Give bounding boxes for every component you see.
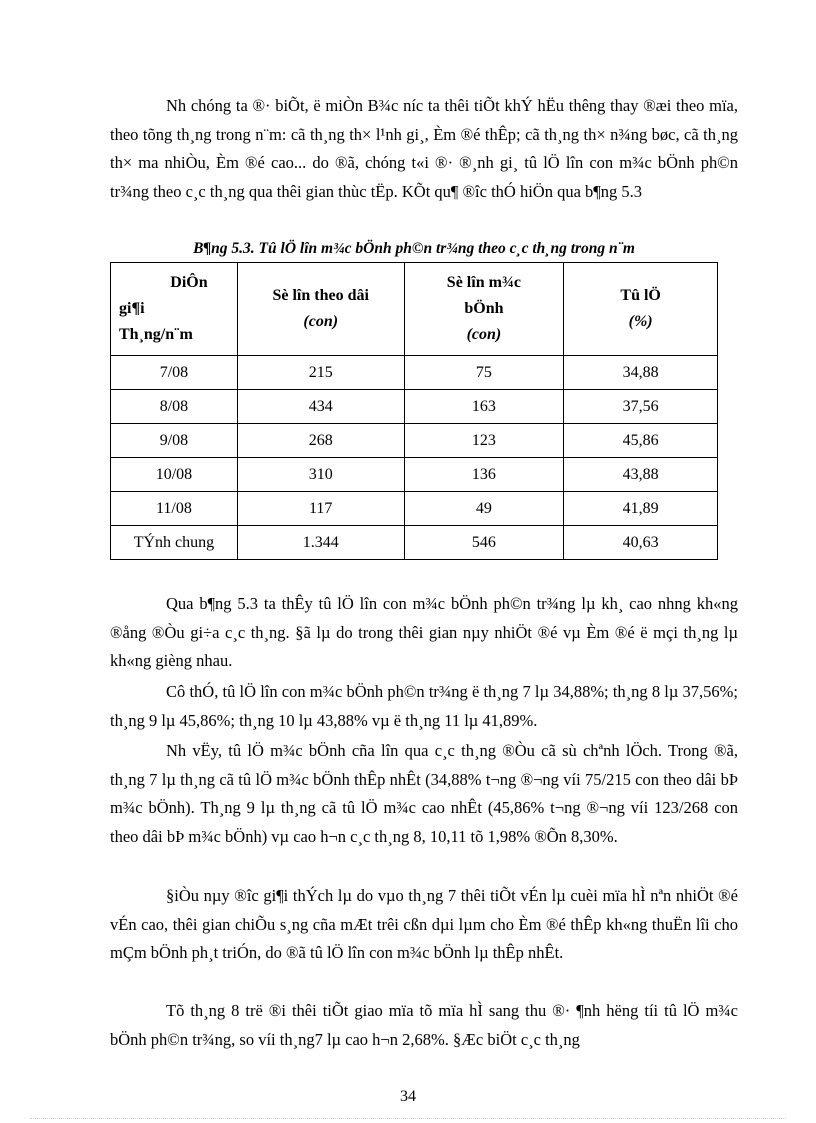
table-row (111, 424, 718, 458)
total-sick: 546 (404, 526, 564, 560)
cell-monitored: 434 (237, 390, 404, 424)
header-month-line3: Th¸ng/n¨m (119, 326, 193, 343)
cell-rate: 43,88 (564, 458, 718, 492)
cell-sick: 136 (404, 458, 564, 492)
cell-rate: 41,89 (564, 492, 718, 526)
cell-sick: 123 (404, 424, 564, 458)
cell-month: 8/08 (111, 390, 238, 424)
cell-month: 9/08 (111, 424, 238, 458)
cell-month: 11/08 (111, 492, 238, 526)
header-month-line2: gi¶i (119, 300, 145, 317)
table-row (111, 356, 718, 390)
paragraph-details: Cô thÓ, tû lÖ lîn con m¾c bÖnh ph©n tr¾ng ë th¸ng 7 lµ 34,88%; th¸ng 8 lµ 37,56%; th¸ng 9 lµ 45,86%; th¸ng 10 lµ 43,88% vµ ë th¸ng 11 lµ 41,89%. (110, 682, 738, 730)
total-label: TÝnh chung (111, 526, 238, 560)
table-row (111, 458, 718, 492)
header-sick-line3: (con) (466, 326, 502, 343)
paragraph-analysis: Qua b¶ng 5.3 ta thÊy tû lÖ lîn con m¾c bÖnh ph©n tr¾ng lµ kh¸ cao nhng kh«ng ®ång ®Òu gi÷a c¸c th¸ng. §ã lµ do trong thêi gian nµy nhiÖt ®é vµ Èm ®é ë mçi th¸ng lµ kh«ng gièng nhau. (110, 594, 738, 670)
total-rate: 40,63 (564, 526, 718, 560)
header-sick (404, 263, 564, 356)
table-total-row (111, 526, 718, 560)
table-caption: B¶ng 5.3. Tû lÖ lîn m¾c bÖnh ph©n tr¾ng theo c¸c th¸ng trong n¨m (193, 240, 635, 257)
header-sick-line1: Sè lîn m¾c (446, 274, 522, 291)
cell-month: 7/08 (111, 356, 238, 390)
header-month-line1: DiÔn (170, 274, 208, 291)
data-table (110, 262, 718, 560)
total-monitored: 1.344 (237, 526, 404, 560)
header-month (111, 263, 238, 356)
header-monitored-line1: Sè lîn theo dâi (272, 287, 369, 304)
cell-rate: 34,88 (564, 356, 718, 390)
cell-sick: 75 (404, 356, 564, 390)
cell-rate: 45,86 (564, 424, 718, 458)
table-row (111, 492, 718, 526)
paragraph-explanation: §iÒu nµy ®îc gi¶i thÝch lµ do vµo th¸ng 7 thêi tiÕt vÉn lµ cuèi mïa hÌ nªn nhiÖt ®é vÉn cao, thêi gian chiÕu s¸ng cña mÆt trêi cßn dµi lµm cho Èm ®é thÊp kh«ng thuËn lîi cho mÇm bÖnh ph¸t triÓn, do ®ã tû lÖ lîn con m¾c bÖnh lµ thÊp nhÊt. (110, 886, 738, 962)
table-header-row (111, 263, 718, 356)
cell-rate: 37,56 (564, 390, 718, 424)
paragraph-comparison: Nh vËy, tû lÖ m¾c bÖnh cña lîn qua c¸c th¸ng ®Òu cã sù chªnh lÖch. Trong ®ã, th¸ng 7 lµ th¸ng cã tû lÖ m¾c bÖnh thÊp nhÊt (34,88% t¬ng ®¬ng víi 75/215 con theo dâi bÞ m¾c bÖnh). Th¸ng 9 lµ th¸ng cã tû lÖ m¾c cao nhÊt (45,86% t¬ng ®¬ng víi 123/268 con theo dâi bÞ m¾c bÖnh) vµ cao h¬n c¸c th¸ng 8, 10,11 tõ 1,98% ®Õn 8,30%. (110, 741, 738, 846)
header-rate-line2: (%) (628, 313, 653, 330)
cell-monitored: 310 (237, 458, 404, 492)
cell-sick: 163 (404, 390, 564, 424)
cell-monitored: 117 (237, 492, 404, 526)
paragraph-intro: Nh chóng ta ®· biÕt, ë miÒn B¾c níc ta thêi tiÕt khÝ hËu thêng thay ®æi theo mïa, theo tõng th¸ng trong n¨m: cã th¸ng th× l¹nh gi¸, Èm ®é thÊp; cã th¸ng th× n¾ng bøc, cã th¸ng th× ma nhiÒu, Èm ®é cao... do ®ã, chóng t«i ®· ®¸nh gi¸ tû lÖ lîn con m¾c bÖnh ph©n tr¾ng theo c¸c th¸ng qua thêi gian thùc tËp. KÕt qu¶ ®îc thÓ hiÖn qua b¶ng 5.3 (110, 96, 738, 201)
header-monitored-line2: (con) (303, 313, 339, 330)
cell-monitored: 268 (237, 424, 404, 458)
header-monitored (237, 263, 404, 356)
cell-month: 10/08 (111, 458, 238, 492)
page-number: 34 (400, 1088, 416, 1105)
header-rate-line1: Tû lÖ (620, 287, 661, 304)
cell-monitored: 215 (237, 356, 404, 390)
header-rate (564, 263, 718, 356)
table-row (111, 390, 718, 424)
cell-sick: 49 (404, 492, 564, 526)
header-sick-line2: bÖnh (464, 300, 504, 317)
footer-divider (30, 1118, 786, 1119)
paragraph-continuation: Tõ th¸ng 8 trë ®i thêi tiÕt giao mïa tõ mïa hÌ sang thu ®· ¶nh hëng tíi tû lÖ m¾c bÖnh ph©n tr¾ng, so víi th¸ng7 lµ cao h¬n 2,68%. §Æc biÖt c¸c th¸ng (110, 1001, 738, 1049)
